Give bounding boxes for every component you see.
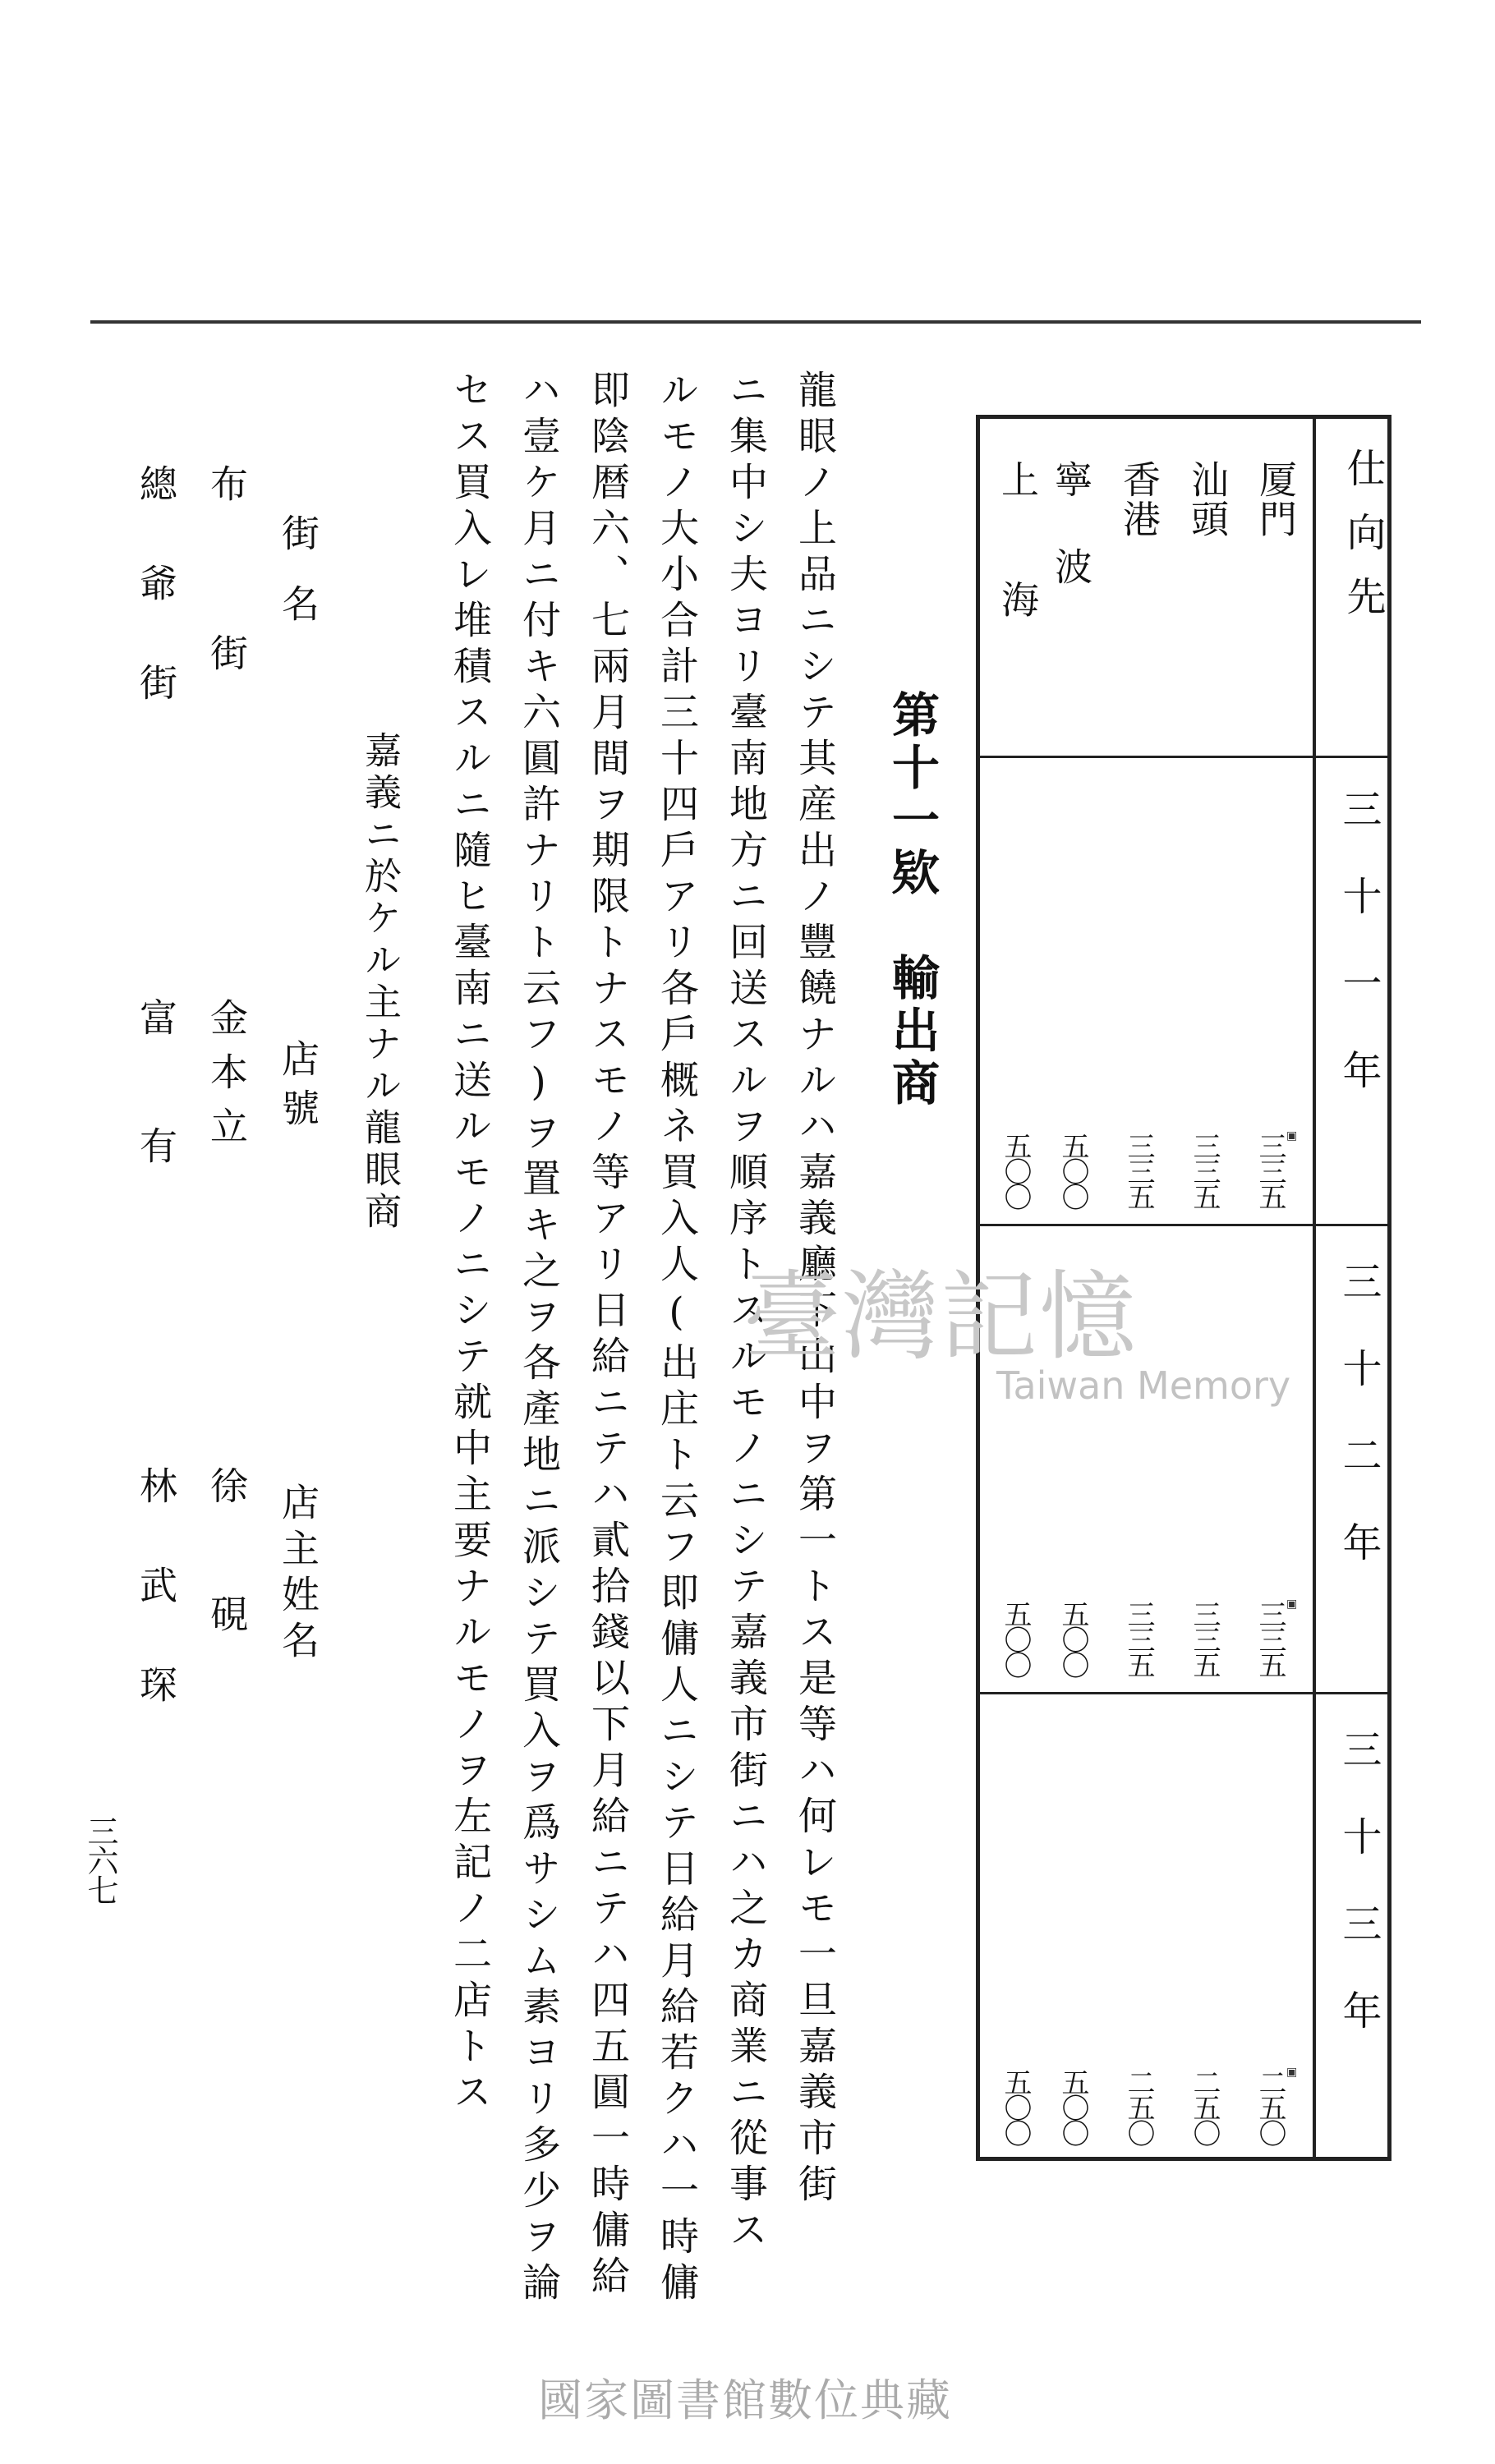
cell-hongkong-33: 二五〇 xyxy=(1122,2068,1155,2145)
dest-shanghai: 上海 xyxy=(996,460,1040,700)
dest-ningbo: 寧波 xyxy=(1049,460,1093,634)
paragraph-line: ニ集中シ夫ヨリ臺南地方ニ回送スルヲ順序トスルモノニシテ嘉義市街ニハ之カ商業ニ從事ス xyxy=(723,370,768,2255)
cell-hongkong-32: 三三五 xyxy=(1122,1600,1155,1676)
page-number: 三六七 xyxy=(82,1815,118,1904)
section-title: 第十一欵 輸出商 xyxy=(884,690,940,1110)
watermark-logo: 臺灣記憶 xyxy=(743,1260,1138,1373)
cell-shanghai-31: 五〇〇 xyxy=(999,1132,1032,1208)
col-header-street: 街名 xyxy=(276,513,320,655)
shop-street: 總爺街 xyxy=(134,464,178,762)
cell-mark: ▣ xyxy=(1286,1129,1298,1142)
dest-swatow: 汕頭 xyxy=(1185,460,1230,539)
col-header-shop: 店號 xyxy=(276,1039,320,1138)
cell-shanghai-33: 五〇〇 xyxy=(999,2068,1032,2145)
cell-mark: ▣ xyxy=(1286,2066,1298,2079)
footer-watermark: 國家圖書館數位典藏 xyxy=(538,2374,952,2426)
watermark-caption: Taiwan Memory xyxy=(996,1363,1291,1408)
cell-mark: ▣ xyxy=(1286,1597,1298,1611)
shop-owner: 徐硯 xyxy=(205,1466,249,1722)
dest-hongkong: 香港 xyxy=(1117,460,1162,539)
table-header-destination: 仕向先 xyxy=(1340,448,1386,640)
cell-amoy-33: 二五〇 xyxy=(1254,2068,1286,2145)
cell-swatow-32: 三三五 xyxy=(1188,1600,1221,1676)
cell-swatow-31: 三三五 xyxy=(1188,1132,1221,1208)
paragraph-line: 即陰暦六、七兩月間ヲ期限トナスモノ等アリ日給ニテハ貳拾錢以下月給ニテハ四五圓一時傭給 xyxy=(585,370,630,2301)
cell-amoy-32: 三三五 xyxy=(1254,1600,1286,1676)
cell-shanghai-32: 五〇〇 xyxy=(999,1600,1032,1676)
shop-owner: 林武琛 xyxy=(134,1466,178,1764)
cell-ningbo-33: 五〇〇 xyxy=(1056,2068,1089,2145)
table-row-divider xyxy=(976,1692,1392,1694)
paragraph-line: ハ壹ケ月ニ付キ六圓許ナリト云フ)ヲ置キ之ヲ各產地ニ派シテ買入ヲ爲サシム素ヨリ多少ヲ論 xyxy=(516,370,561,2308)
shop-name: 金本立 xyxy=(205,998,249,1161)
paragraph-line: ルモノ大小合計三十四戶アリ各戶概ネ買入人(出庄ト云フ即傭人ニシテ日給月給若クハ一時傭 xyxy=(654,370,699,2308)
cell-ningbo-32: 五〇〇 xyxy=(1056,1600,1089,1676)
top-rule xyxy=(90,320,1421,324)
col-header-owner: 店主姓名 xyxy=(276,1483,320,1666)
year-header-31: 三十一年 xyxy=(1336,788,1382,1137)
paragraph-line: 龍眼ノ上品ニシテ其産出ノ豐饒ナルハ嘉義廳下山中ヲ第一トス是等ハ何レモ一旦嘉義市街 xyxy=(792,370,837,2209)
year-header-33: 三十三年 xyxy=(1336,1729,1382,2077)
cell-amoy-31: 三三五 xyxy=(1254,1132,1286,1208)
table-row-divider xyxy=(976,756,1392,758)
cell-swatow-33: 二五〇 xyxy=(1188,2068,1221,2145)
cell-ningbo-31: 五〇〇 xyxy=(1056,1132,1089,1208)
shop-name: 富有 xyxy=(134,998,178,1254)
paragraph-line: セス買入レ堆積スルニ隨ヒ臺南ニ送ルモノニシテ就中主要ナルモノヲ左記ノ二店トス xyxy=(447,370,492,2117)
year-header-32: 三十二年 xyxy=(1336,1261,1382,1609)
sub-heading: 嘉義ニ於ケル主ナル龍眼商 xyxy=(358,731,402,1234)
shop-street: 布街 xyxy=(205,464,249,802)
dest-amoy: 厦門 xyxy=(1254,460,1298,539)
cell-hongkong-31: 三三五 xyxy=(1122,1132,1155,1208)
table-row-divider xyxy=(976,1224,1392,1226)
table-column-divider xyxy=(1313,415,1316,2161)
